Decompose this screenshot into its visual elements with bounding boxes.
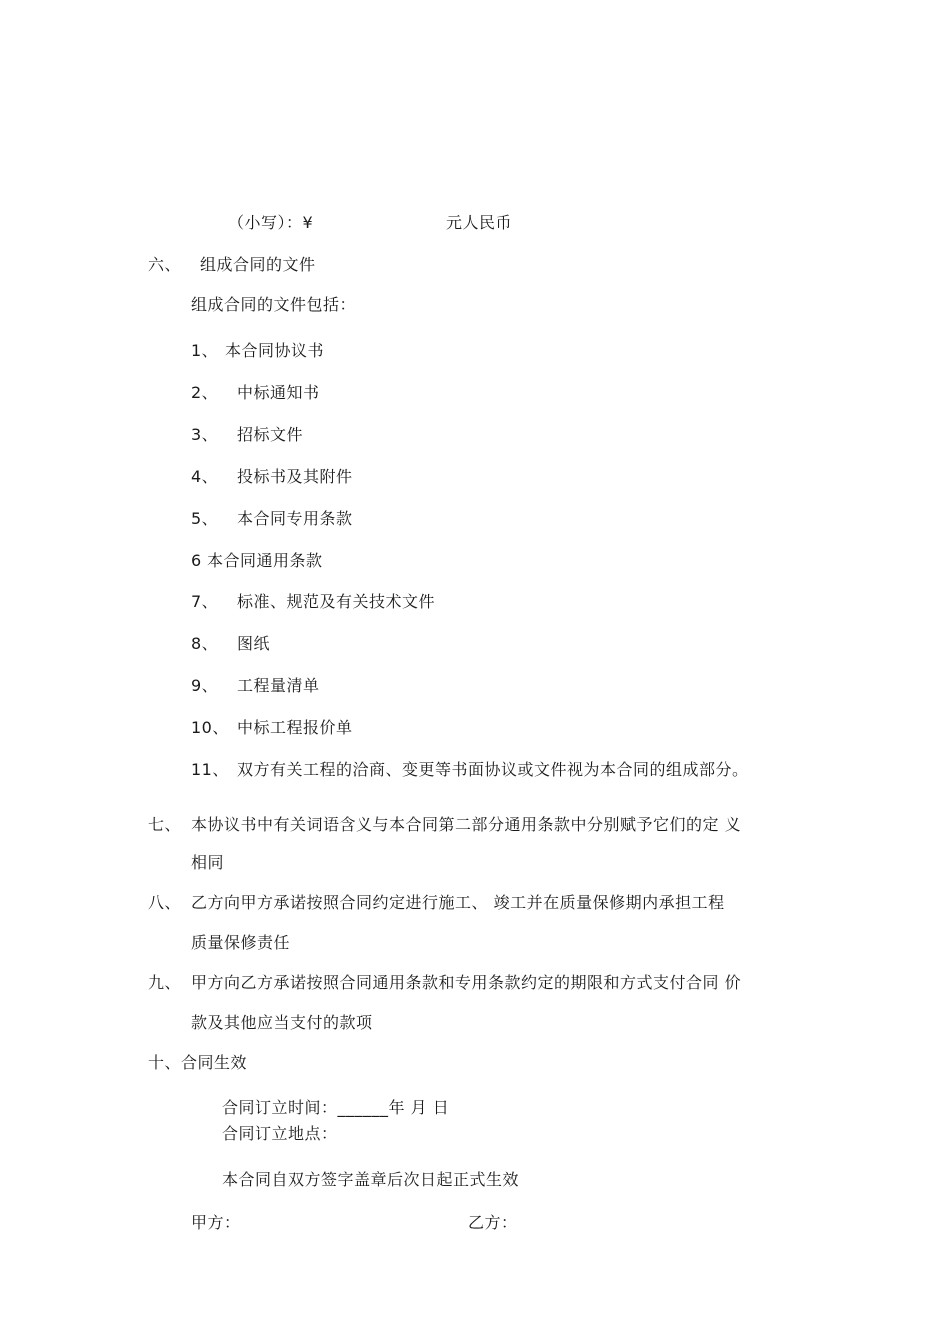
list-item-number: 4、	[191, 467, 219, 486]
party-b-label: 乙方：	[468, 1213, 518, 1232]
list-item	[191, 592, 435, 611]
list-item-text: 本合同专用条款	[237, 509, 353, 528]
effective-statement: 本合同自双方签字盖章后次日起正式生效	[222, 1170, 520, 1189]
list-item	[191, 425, 303, 444]
list-item-text: 标准、规范及有关技术文件	[237, 592, 436, 611]
sign-time-units: 年 月 日	[388, 1098, 450, 1117]
section6-intro: 组成合同的文件包括：	[191, 295, 357, 314]
list-item	[191, 676, 320, 695]
party-a-label: 甲方：	[191, 1213, 241, 1232]
section8-line2: 质量保修责任	[191, 933, 291, 952]
list-item-number: 2、	[191, 383, 219, 402]
list-item-text: 中标通知书	[237, 383, 320, 402]
list-item	[191, 509, 353, 528]
list-item	[191, 760, 749, 779]
list-item-number: 5、	[191, 509, 219, 528]
section7-number: 七、	[148, 815, 182, 834]
list-item-text: 本合同协议书	[225, 341, 325, 360]
sign-place-label: 合同订立地点：	[222, 1124, 338, 1143]
list-item-text: 招标文件	[237, 425, 304, 444]
list-item-number: 9、	[191, 676, 219, 695]
sign-time-label: 合同订立时间：	[222, 1098, 338, 1117]
amount-small-label: （小写）：¥	[228, 213, 314, 232]
section7-line2: 相同	[191, 853, 225, 872]
list-item	[191, 634, 270, 653]
list-item-number: 8、	[191, 634, 219, 653]
section6-title: 组成合同的文件	[200, 255, 316, 274]
sign-time-row	[222, 1098, 449, 1117]
list-item	[191, 383, 320, 402]
list-item-number: 7、	[191, 592, 219, 611]
list-item-number: 11、	[191, 760, 229, 779]
list-item	[191, 718, 353, 737]
list-item	[191, 467, 353, 486]
list-item-text: 双方有关工程的洽商、变更等书面协议或文件视为本合同的组成部分。	[237, 760, 749, 779]
list-item	[191, 341, 324, 360]
list-item-number: 3、	[191, 425, 219, 444]
amount-currency-suffix: 元人民币	[446, 213, 513, 232]
section9-line1: 甲方向乙方承诺按照合同通用条款和专用条款约定的期限和方式支付合同 价	[191, 973, 742, 992]
list-item-text: 图纸	[237, 634, 271, 653]
list-item-text: 工程量清单	[237, 676, 320, 695]
section6-number: 六、	[148, 255, 182, 274]
section10-title: 十、合同生效	[148, 1053, 248, 1072]
list-item	[191, 551, 323, 570]
list-item-number: 6	[191, 551, 202, 570]
section8-line1: 乙方向甲方承诺按照合同约定进行施工、 竣工并在质量保修期内承担工程	[191, 893, 725, 912]
list-item-text: 中标工程报价单	[237, 718, 353, 737]
section9-line2: 款及其他应当支付的款项	[191, 1013, 373, 1032]
list-item-text: 投标书及其附件	[237, 467, 353, 486]
sign-time-blank: ______	[337, 1098, 389, 1117]
section7-line1: 本协议书中有关词语含义与本合同第二部分通用条款中分别赋予它们的定 义	[191, 815, 742, 834]
section9-number: 九、	[148, 973, 182, 992]
list-item-text: 本合同通用条款	[207, 551, 323, 570]
list-item-number: 1、	[191, 341, 219, 360]
section8-number: 八、	[148, 893, 182, 912]
list-item-number: 10、	[191, 718, 229, 737]
